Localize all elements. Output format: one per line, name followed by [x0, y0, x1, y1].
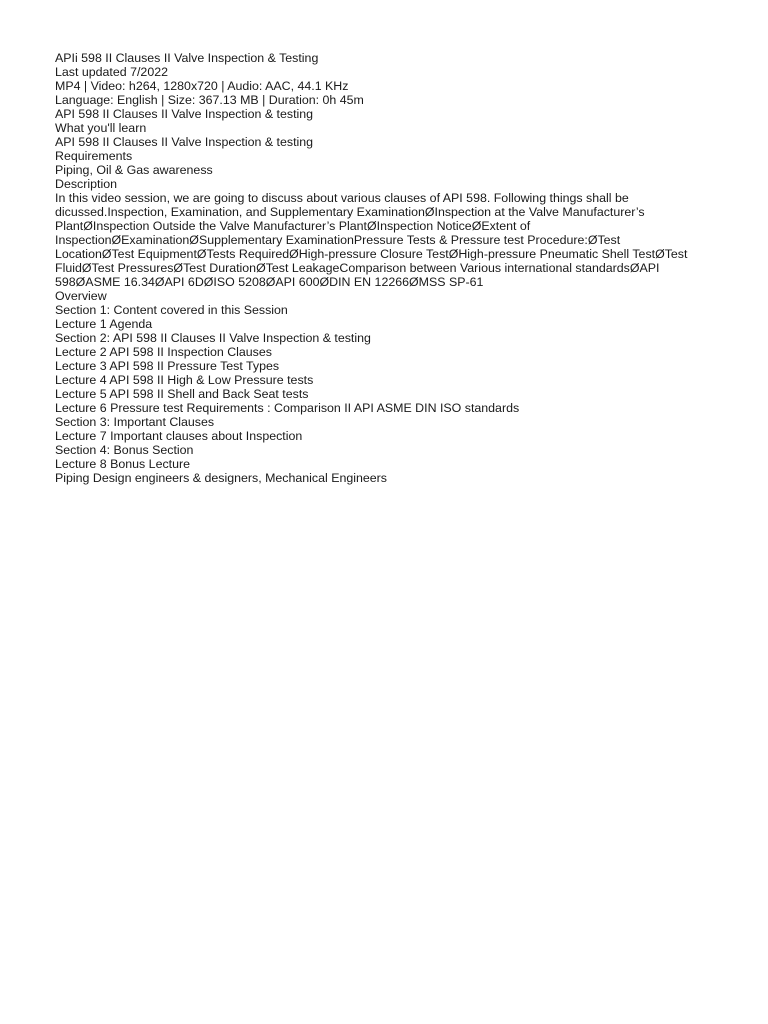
language-info: Language: English | Size: 367.13 MB | Duration: 0h 45m: [55, 93, 364, 107]
learn-heading: What you'll learn: [55, 121, 147, 135]
document-page: [55, 51, 735, 485]
curriculum-item: Section 3: Important Clauses: [55, 415, 215, 429]
curriculum-item: Lecture 3 API 598 II Pressure Test Types: [55, 359, 280, 373]
curriculum-item: Lecture 8 Bonus Lecture: [55, 457, 191, 471]
target-audience: Piping Design engineers & designers, Mechanical Engineers: [55, 471, 387, 485]
curriculum-item: Lecture 6 Pressure test Requirements : Comparison II API ASME DIN ISO standards: [55, 401, 520, 415]
description-line: dicussed.Inspection, Examination, and Supplementary ExaminationØInspection at the Valve Manufacturer’s: [55, 205, 645, 219]
curriculum-item: Lecture 1 Agenda: [55, 317, 153, 331]
learn-item: API 598 II Clauses II Valve Inspection & testing: [55, 135, 314, 149]
description-heading: Description: [55, 177, 117, 191]
last-updated: Last updated 7/2022: [55, 65, 168, 79]
document-title: APIi 598 II Clauses II Valve Inspection & Testing: [55, 51, 319, 65]
description-body: [55, 191, 735, 289]
curriculum-list: [55, 303, 735, 471]
curriculum-item: Section 4: Bonus Section: [55, 443, 194, 457]
curriculum-item: Lecture 2 API 598 II Inspection Clauses: [55, 345, 272, 359]
overview-heading: Overview: [55, 289, 107, 303]
curriculum-item: Lecture 4 API 598 II High & Low Pressure tests: [55, 373, 314, 387]
description-line: LocationØTest EquipmentØTests RequiredØHigh-pressure Closure TestØHigh-pressure Pneumatic Shell TestØTest: [55, 247, 688, 261]
description-line: PlantØInspection Outside the Valve Manufacturer’s PlantØInspection NoticeØExtent of: [55, 219, 531, 233]
description-line: In this video session, we are going to discuss about various clauses of API 598. Following things shall be: [55, 191, 629, 205]
description-line: InspectionØExaminationØSupplementary ExaminationPressure Tests & Pressure test Procedure:ØTest: [55, 233, 621, 247]
description-line: FluidØTest PressuresØTest DurationØTest LeakageComparison between Various international standardsØAPI: [55, 261, 660, 275]
description-line: 598ØASME 16.34ØAPI 6DØISO 5208ØAPI 600ØDIN EN 12266ØMSS SP-61: [55, 275, 484, 289]
curriculum-item: Lecture 7 Important clauses about Inspection: [55, 429, 303, 443]
curriculum-item: Section 1: Content covered in this Session: [55, 303, 288, 317]
media-info: MP4 | Video: h264, 1280x720 | Audio: AAC, 44.1 KHz: [55, 79, 349, 93]
curriculum-item: Lecture 5 API 598 II Shell and Back Seat tests: [55, 387, 309, 401]
requirements-heading: Requirements: [55, 149, 133, 163]
requirements-item: Piping, Oil & Gas awareness: [55, 163, 213, 177]
course-subtitle: API 598 II Clauses II Valve Inspection & testing: [55, 107, 314, 121]
curriculum-item: Section 2: API 598 II Clauses II Valve Inspection & testing: [55, 331, 371, 345]
